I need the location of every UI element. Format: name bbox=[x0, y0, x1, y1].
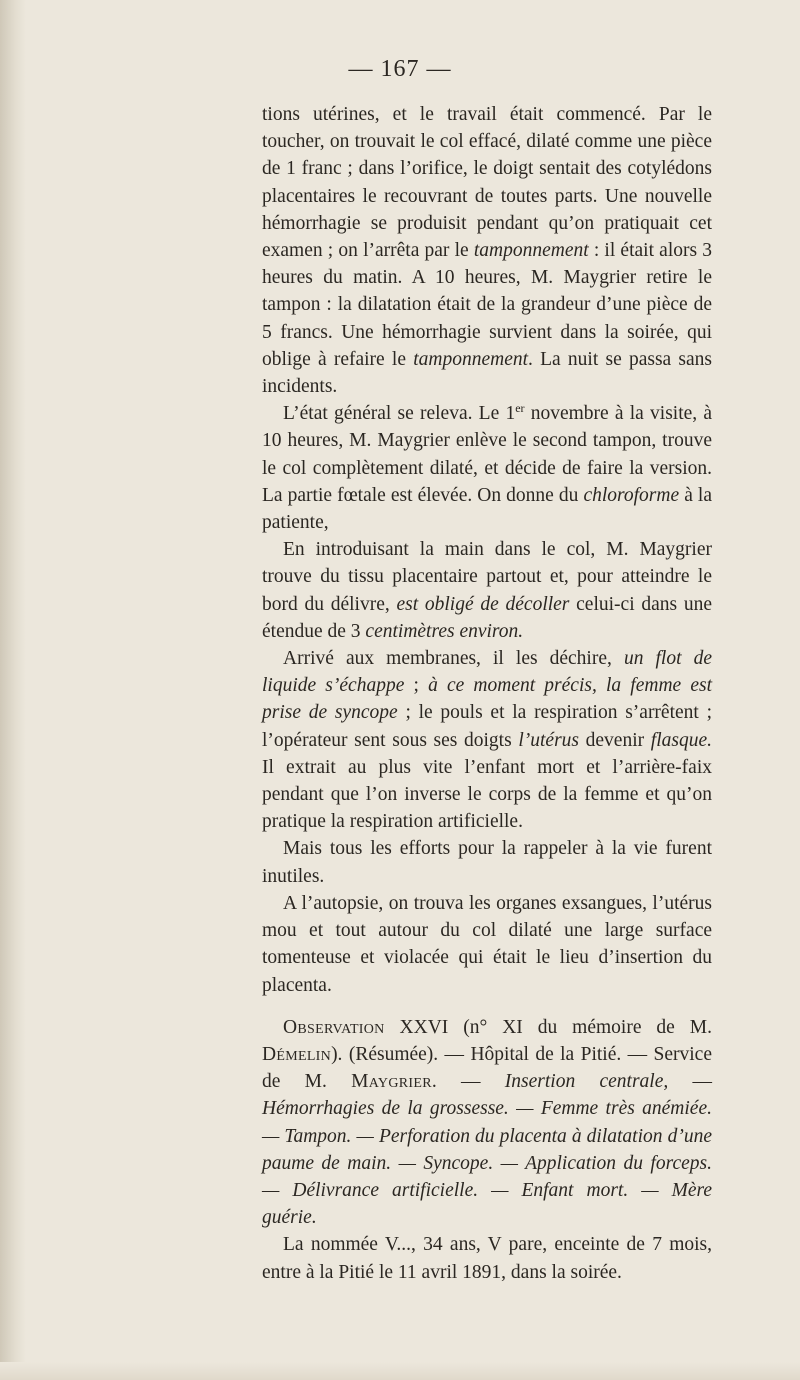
text-run: tions utérines, et le travail était commencé. Par le toucher, on trouvait le col effacé, dilaté comme une pièce de 1 franc ; dans l’orifice, le doigt sentait des cotylédons placentaires le recouvrant de toutes parts. Une nouvelle hémorrhagie se produisit pendant qu’on pratiquait cet examen ; on l’arrêta par le bbox=[262, 104, 712, 262]
observation-heading bbox=[262, 1014, 712, 1232]
text-run: ; bbox=[404, 675, 429, 697]
italic-run: Insertion centrale, bbox=[504, 1071, 669, 1093]
page-edge-bottom-shadow bbox=[0, 1362, 800, 1380]
text-run: ). (Résumée). — Hôpital de la Pitié. — Service de M. bbox=[262, 1043, 712, 1093]
italic-run: chloroforme bbox=[583, 484, 680, 506]
paragraph-continuation bbox=[262, 101, 712, 400]
small-caps-run: Maygrier bbox=[351, 1071, 432, 1093]
page-number-header: — 167 — bbox=[348, 56, 452, 82]
paragraph-autopsie bbox=[262, 890, 712, 999]
text-run: à la patiente, bbox=[262, 484, 712, 534]
text-run: Mais tous les efforts pour la rappeler à la vie furent inutiles. bbox=[262, 838, 712, 887]
document-body bbox=[262, 101, 712, 1286]
text-run: XXVI (n° XI du mémoire de M. bbox=[384, 1016, 712, 1038]
paragraph-arrive-aux-membranes bbox=[262, 645, 712, 835]
paragraph-efforts-inutiles bbox=[262, 835, 712, 889]
italic-run: Hémorrhagies de la grossesse. — Femme très anémiée. — Tampon. — Perforation du placenta à dilatation d’une paume de main. — Syncope. — Application du forceps. — Délivrance artificielle. — Enfant mort. — Mère guérie. bbox=[262, 1098, 712, 1229]
text-run: A l’autopsie, on trouva les organes exsangues, l’utérus mou et tout autour du col dilaté une large surface tomenteuse et violacée qui était le lieu d’insertion du placenta. bbox=[262, 892, 712, 996]
text-run: . — bbox=[431, 1071, 505, 1093]
italic-run: tamponnement bbox=[413, 348, 529, 370]
text-run: devenir bbox=[579, 729, 651, 751]
italic-run: l’utérus bbox=[518, 729, 580, 751]
observation-section bbox=[262, 1014, 712, 1286]
italic-run: centimètres environ. bbox=[365, 620, 524, 642]
small-caps-run: Démelin bbox=[262, 1043, 332, 1065]
text-run: En introduisant la main dans le col, M. Maygrier trouve du tissu placentaire partout et, pour atteindre le bord du délivre, bbox=[262, 539, 712, 615]
text-run: . La nuit se passa sans incidents. bbox=[262, 348, 712, 398]
text-run: : il était alors 3 heures du matin. A 10 heures, M. Maygrier retire le tampon : la dilatation était de la grandeur d’une pièce de 5 francs. Une hémorrhagie survient dans la soirée, qui oblige à refaire le bbox=[262, 240, 712, 370]
text-run: ; le pouls et la respiration s’arrêtent ; l’opérateur sent sous ses doigts bbox=[262, 702, 712, 751]
text-run: — bbox=[668, 1071, 713, 1093]
observation-body bbox=[262, 1231, 712, 1285]
italic-run: est obligé de décoller bbox=[396, 593, 570, 615]
section-gap bbox=[262, 999, 712, 1014]
italic-run: à ce moment précis, la femme est prise de syncope bbox=[262, 675, 712, 724]
text-run: Arrivé aux membranes, il les déchire, bbox=[283, 648, 624, 670]
italic-run: un flot de liquide s’échappe bbox=[262, 648, 712, 697]
paragraph-en-introduisant bbox=[262, 536, 712, 645]
page-edge-left-shadow bbox=[0, 0, 26, 1380]
italic-run: flasque. bbox=[650, 729, 712, 751]
paragraph-etat-general bbox=[262, 400, 712, 536]
small-caps-run: Observation bbox=[283, 1016, 385, 1038]
text-run: novembre à la visite, à 10 heures, M. Maygrier enlève le second tampon, trouve le col complètement dilaté, et décide de faire la version. La partie fœtale est élevée. On donne du bbox=[262, 403, 712, 506]
superscript-run: er bbox=[515, 401, 525, 416]
text-run: La nommée V..., 34 ans, V pare, enceinte de 7 mois, entre à la Pitié le 11 avril 1891, dans la soirée. bbox=[262, 1234, 712, 1283]
text-run: Il extrait au plus vite l’enfant mort et l’arrière-faix pendant que l’on inverse le corps de la femme et qu’on pratique la respiration artificielle. bbox=[262, 756, 712, 833]
text-run: celui-ci dans une étendue de 3 bbox=[262, 593, 712, 642]
text-run: L’état général se releva. Le 1 bbox=[283, 403, 516, 425]
italic-run: tamponnement bbox=[473, 240, 589, 262]
